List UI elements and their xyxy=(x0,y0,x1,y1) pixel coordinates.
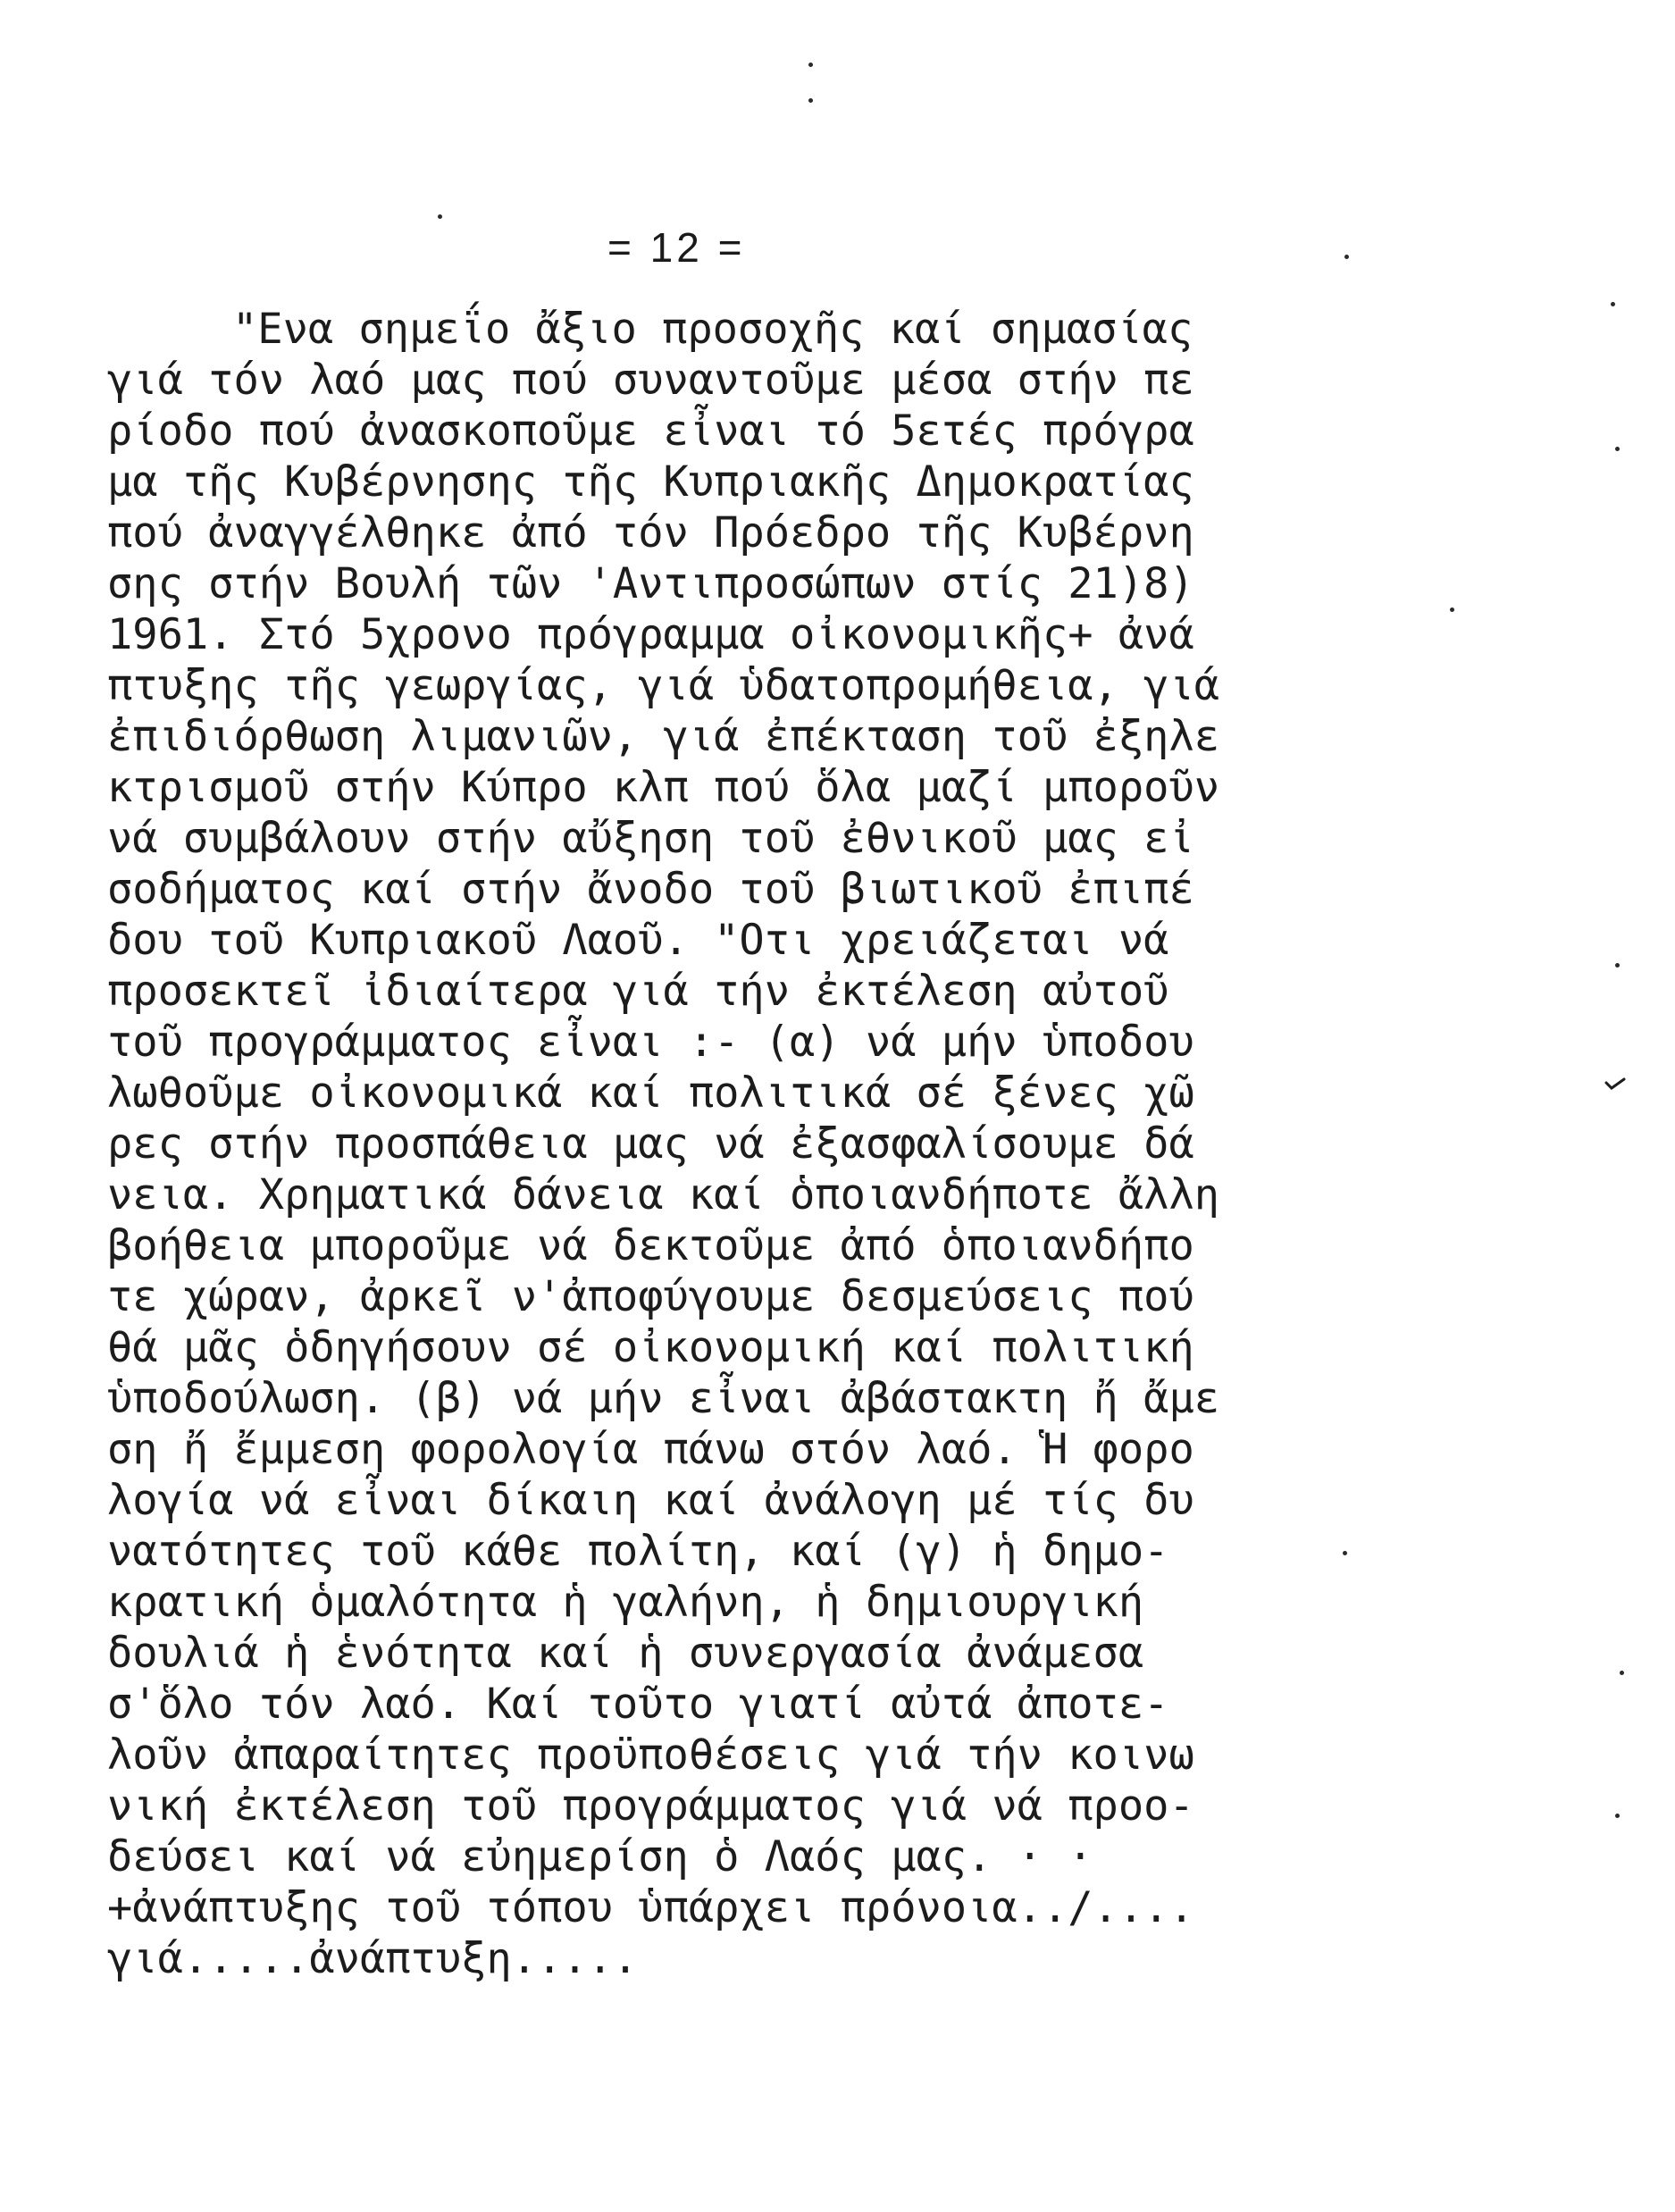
page-number: = 12 = xyxy=(607,224,746,271)
scan-speck xyxy=(1343,1551,1347,1555)
scan-speck xyxy=(1620,1671,1624,1675)
text-line: λοῦν ἀπαραίτητες προϋποθέσεις γιά τήν κοινω xyxy=(107,1730,1194,1780)
text-line: δουλιά ἡ ἑνότητα καί ἡ συνεργασία ἀνάμεσα xyxy=(107,1629,1144,1678)
text-line: νεια. Χρηματικά δάνεια καί ὁποιανδήποτε ἄλλη xyxy=(107,1170,1220,1219)
text-line: σ'ὅλο τόν λαό. Καί τοῦτο γιατί αὐτά ἀποτε- xyxy=(107,1680,1169,1729)
text-line: νατότητες τοῦ κάθε πολίτη, καί (γ) ἡ δημο- xyxy=(107,1527,1169,1576)
scan-speck xyxy=(1615,447,1620,451)
text-line: θά μᾶς ὁδηγήσουν σέ οἰκονομική καί πολιτική xyxy=(107,1323,1194,1372)
text-line: κρατική ὁμαλότητα ἡ γαλήνη, ἡ δημιουργική xyxy=(107,1578,1144,1627)
scan-speck xyxy=(1615,963,1620,968)
pen-tick-mark xyxy=(1604,1077,1626,1090)
footnote-line: γιά.....ἀνάπτυξη..... xyxy=(107,1934,639,1983)
text-line: μα τῆς Κυβέρνησης τῆς Κυπριακῆς Δημοκρατίας xyxy=(107,457,1194,507)
text-line: σοδήματος καί στήν ἄνοδο τοῦ βιωτικοῦ ἐπιπέ xyxy=(107,865,1194,914)
text-line: δου τοῦ Κυπριακοῦ Λαοῦ. "Οτι χρειάζεται νά xyxy=(107,916,1169,965)
text-line: 1961. Στό 5χρονο πρόγραμμα οἰκονομικῆς+ ἀνά xyxy=(107,610,1194,659)
scan-speck xyxy=(438,214,442,219)
text-line: ἐπιδιόρθωση λιμανιῶν, γιά ἐπέκταση τοῦ ἐξηλε xyxy=(107,712,1220,761)
text-line: νά συμβάλουν στήν αὔξηση τοῦ ἐθνικοῦ μας εἰ xyxy=(107,814,1194,863)
text-line: κτρισμοῦ στήν Κύπρο κλπ πού ὅλα μαζί μποροῦν xyxy=(107,763,1220,812)
text-line: τοῦ προγράμματος εἶναι :- (α) νά μήν ὑποδου xyxy=(107,1018,1194,1067)
body-text xyxy=(107,304,1626,1984)
text-line: δεύσει καί νά εὐημερίση ὁ Λαός μας. · · xyxy=(107,1832,1093,1881)
text-line: νική ἐκτέλεση τοῦ προγράμματος γιά νά προο- xyxy=(107,1781,1194,1831)
text-line: λωθοῦμε οἰκονομικά καί πολιτικά σέ ξένες χῶ xyxy=(107,1068,1194,1118)
text-line: ὑποδούλωση. (β) νά μήν εἶναι ἀβάστακτη ἤ ἄμε xyxy=(107,1374,1220,1423)
scan-speck xyxy=(808,63,813,67)
text-line: ρες στήν προσπάθεια μας νά ἐξασφαλίσουμε δά xyxy=(107,1119,1194,1169)
text-line: τε χώραν, ἀρκεῖ ν'ἀποφύγουμε δεσμεύσεις πού xyxy=(107,1272,1194,1321)
text-line: πού ἀναγγέλθηκε ἀπό τόν Πρόεδρο τῆς Κυβέρνη xyxy=(107,508,1194,557)
text-line: γιά τόν λαό μας πού συναντοῦμε μέσα στήν πε xyxy=(107,356,1194,405)
scan-speck xyxy=(808,98,813,103)
text-line: βοήθεια μποροῦμε νά δεκτοῦμε ἀπό ὁποιανδήπο xyxy=(107,1221,1194,1270)
text-line: ρίοδο πού ἀνασκοποῦμε εἶναι τό 5ετές πρόγρα xyxy=(107,406,1194,456)
text-line: "Ενα σημεΐο ἄξιο προσοχῆς καί σημασίας xyxy=(232,305,1193,354)
text-line: λογία νά εἶναι δίκαιη καί ἀνάλογη μέ τίς δυ xyxy=(107,1476,1194,1525)
scan-speck xyxy=(1450,607,1454,612)
text-line: προσεκτεῖ ἰδιαίτερα γιά τήν ἐκτέλεση αὐτοῦ xyxy=(107,967,1169,1016)
text-line: ση ἤ ἔμμεση φορολογία πάνω στόν λαό. Ἡ φορο xyxy=(107,1425,1194,1474)
scan-speck xyxy=(1611,302,1615,306)
text-line: πτυξης τῆς γεωργίας, γιά ὑδατοπρομήθεια, γιά xyxy=(107,661,1220,710)
scan-speck xyxy=(1615,1814,1620,1818)
scan-speck xyxy=(1344,255,1349,259)
footnote-line: +ἀνάπτυξης τοῦ τόπου ὑπάρχει πρόνοια../.... xyxy=(107,1883,1194,1932)
text-line: σης στήν Βουλή τῶν 'Αντιπροσώπων στίς 21)8) xyxy=(107,559,1194,608)
